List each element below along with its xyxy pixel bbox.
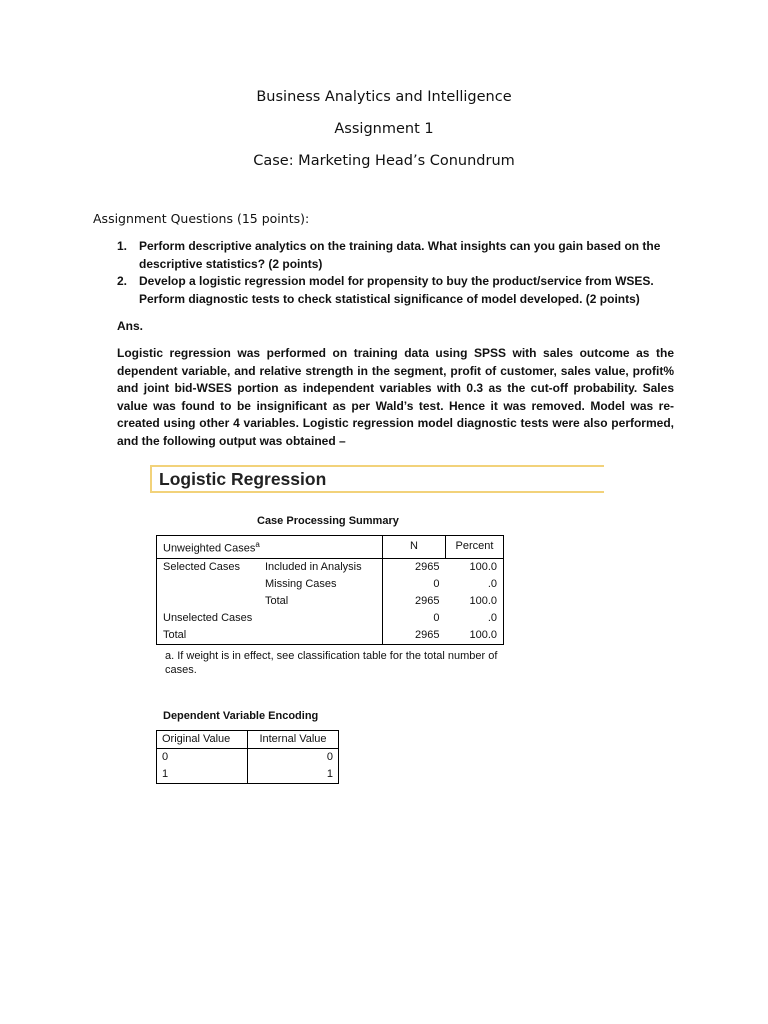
question-item <box>117 238 677 273</box>
table-cell: 100.0 <box>469 628 497 641</box>
spss-heading-box <box>150 465 604 493</box>
header-cell: Internal Value <box>248 731 339 749</box>
question-text: Perform descriptive analytics on the training data. What insights can you gain based on the descriptive statistics? (2 points) <box>139 239 661 271</box>
dependent-encoding-title: Dependent Variable Encoding <box>163 710 319 722</box>
table-cell: Included in Analysis <box>265 560 362 573</box>
header-cell: Unweighted Cases$^a$ <box>163 540 260 555</box>
header-cell: Percent <box>446 536 504 559</box>
table-row <box>157 593 504 610</box>
table-row <box>157 576 504 593</box>
questions-heading: Assignment Questions (15 points): <box>93 211 310 226</box>
table-cell: Selected Cases <box>163 560 241 573</box>
header-cell: Original Value <box>162 733 231 745</box>
table-cell: Unselected Cases <box>163 611 253 624</box>
table-cell: Total <box>163 628 187 641</box>
table-row <box>157 610 504 627</box>
question-list <box>117 238 677 308</box>
question-item <box>117 273 677 308</box>
header-cell: N <box>383 536 446 559</box>
table-cell <box>157 593 260 610</box>
case-processing-table <box>156 535 504 645</box>
question-number: 2. <box>117 274 128 288</box>
table-row <box>157 749 339 767</box>
table-cell: Missing Cases <box>265 577 337 590</box>
table-cell: 1 <box>162 768 169 780</box>
table-cell: .0 <box>487 577 497 590</box>
assignment-title: Assignment 1 <box>334 121 434 137</box>
table-cell: 100.0 <box>469 594 497 607</box>
table-cell: 2965 <box>383 593 446 610</box>
table-cell: .0 <box>487 611 497 624</box>
table-row <box>157 558 504 576</box>
table-cell: 0 <box>383 610 446 627</box>
table-cell: 2965 <box>383 627 446 645</box>
answer-paragraph: Logistic regression was performed on training data using SPSS with sales outcome as the dependent variable, and relative strength in the segment, profit of customer, sales value, profit% and joint bid-WSES portion as independent variables with 0.3 as the cut-off probability. Sales value was found to be insignificant as per Wald’s test. Hence it was removed. Model was re-created using other 4 variables. Logistic regression model diagnostic tests were also performed, and the following output was obtained – <box>117 346 674 448</box>
answer-label: Ans. <box>117 319 144 333</box>
table-header-row <box>157 536 504 559</box>
table-cell: 1 <box>248 766 339 784</box>
table-cell: 2965 <box>383 558 446 576</box>
table-cell: Total <box>265 594 289 607</box>
table-cell: 0 <box>248 749 339 767</box>
spss-heading: Logistic Regression <box>159 469 327 489</box>
table-row <box>157 766 339 784</box>
course-title: Business Analytics and Intelligence <box>256 89 512 105</box>
question-text: Develop a logistic regression model for propensity to buy the product/service from WSES. Perform diagnostic tests to check statistical significance of model developed. (2 points) <box>139 274 654 306</box>
table-footnote: a. If weight is in effect, see classification table for the total number of cases. <box>165 650 498 676</box>
table-row <box>157 627 504 645</box>
table-header-row <box>157 731 339 749</box>
table-cell: 100.0 <box>469 560 497 573</box>
table-cell <box>157 576 260 593</box>
table-cell: 0 <box>383 576 446 593</box>
table-cell: 0 <box>162 751 169 763</box>
question-number: 1. <box>117 239 128 253</box>
case-processing-title: Case Processing Summary <box>257 515 399 527</box>
dependent-encoding-table <box>156 730 339 784</box>
case-title: Case: Marketing Head’s Conundrum <box>253 153 515 169</box>
